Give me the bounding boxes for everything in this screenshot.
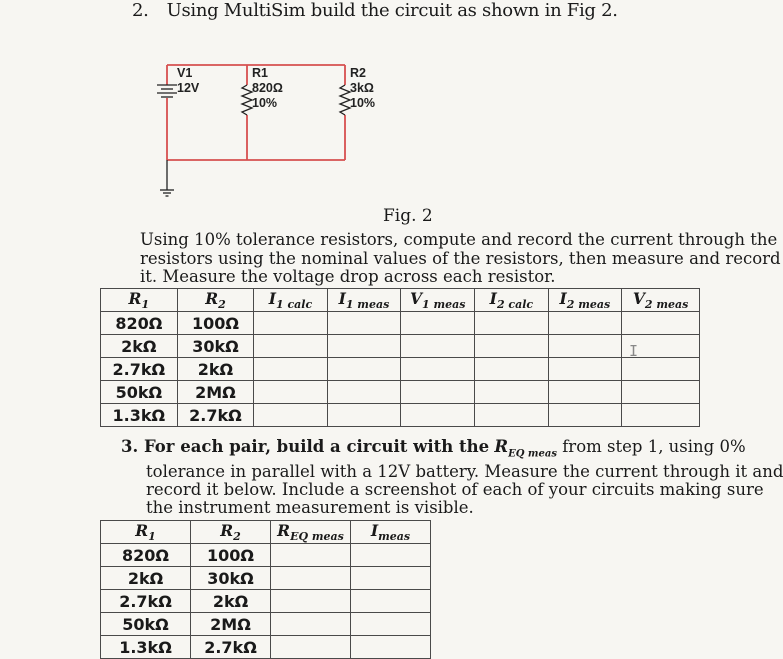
empty-cell[interactable] [548,358,622,381]
step-3-suffix: from step 1, using 0% [562,437,746,456]
empty-cell[interactable] [327,358,401,381]
r2-name-label: R2 [350,66,366,80]
table-row [101,636,431,659]
cell-r1: 2.7kΩ [101,358,178,381]
empty-cell[interactable] [271,636,351,659]
table-row [101,358,700,381]
empty-cell[interactable] [327,404,401,427]
cell-r2: 100Ω [191,544,271,567]
v1-name-label: V1 [177,66,193,80]
empty-cell[interactable] [475,358,548,381]
empty-cell[interactable] [254,404,327,427]
cell-r1: 1.3kΩ [101,636,191,659]
r1-tolerance-label: 10% [252,96,278,110]
cell-r1: 2kΩ [101,567,191,590]
header-v2-meas: $V_{2 meas}$ [622,289,700,312]
instructions-line: it. Measure the voltage drop across each resistor. [140,267,556,286]
cell-r2: 2kΩ [191,590,271,613]
step-3-prefix: 3. For each pair, build a circuit with the [121,437,490,456]
empty-cell[interactable] [351,544,431,567]
empty-cell[interactable] [271,613,351,636]
r1-name-label: R1 [252,66,268,80]
empty-cell[interactable] [548,404,622,427]
empty-cell[interactable] [254,335,327,358]
cell-r2: 2MΩ [191,613,271,636]
battery-symbol [157,85,177,97]
cell-r2: 2MΩ [177,381,254,404]
header-r1: $R_1$ [101,521,191,544]
table-row [101,613,431,636]
step-2-number: 2. [132,0,149,21]
empty-cell[interactable] [401,335,475,358]
header-i2-meas: $I_{2 meas}$ [548,289,622,312]
cell-r2: 30kΩ [177,335,254,358]
measurement-table-1 [100,288,700,427]
empty-cell[interactable] [401,312,475,335]
empty-cell[interactable] [327,335,401,358]
table-row [101,567,431,590]
v1-value-label: 12V [177,81,200,95]
empty-cell[interactable] [271,590,351,613]
header-req-meas: $R_{EQ meas}$ [271,521,351,544]
step-3-paragraph [121,437,783,518]
step-3-line: tolerance in parallel with a 12V battery. Measure the current through it and [146,462,783,482]
step-2-heading [132,0,618,21]
cell-r2: 30kΩ [191,567,271,590]
empty-cell[interactable] [475,312,548,335]
text-cursor-icon: I [629,342,639,360]
cell-r2: 2.7kΩ [191,636,271,659]
cell-r1: 820Ω [101,312,178,335]
table-row [101,381,700,404]
table-row [101,404,700,427]
step-3-line-1 [121,437,746,463]
table-row [101,544,431,567]
ground-symbol [160,160,174,196]
empty-cell[interactable] [327,312,401,335]
measurement-table-2 [100,520,431,659]
empty-cell[interactable] [351,567,431,590]
figure-caption: Fig. 2 [383,206,433,226]
header-r1: $R_1$ [101,289,178,312]
empty-cell[interactable] [254,358,327,381]
empty-cell[interactable] [548,335,622,358]
cell-r1: 820Ω [101,544,191,567]
circuit-schematic [140,40,390,215]
step-3-line: record it below. Include a screenshot of each of your circuits making sure [146,480,764,500]
empty-cell[interactable] [548,381,622,404]
table-1-header-row [101,289,700,312]
instructions-paragraph [140,230,781,287]
empty-cell[interactable] [351,613,431,636]
empty-cell[interactable] [254,312,327,335]
r1-value-label: 820Ω [252,81,283,95]
r2-value-label: 3kΩ [350,81,374,95]
cell-r1: 50kΩ [101,381,178,404]
req-meas-symbol: $R_{EQ meas}$ [494,437,557,460]
instructions-line: Using 10% tolerance resistors, compute and record the current through the [140,230,778,249]
step-2-text: Using MultiSim build the circuit as shown in Fig 2. [166,0,618,21]
header-v1-meas: $V_{1 meas}$ [401,289,475,312]
table-row [101,590,431,613]
empty-cell[interactable] [271,567,351,590]
r1-resistor-symbol [242,85,252,115]
empty-cell[interactable] [401,358,475,381]
empty-cell[interactable] [622,404,700,427]
cell-r1: 2.7kΩ [101,590,191,613]
empty-cell[interactable] [475,404,548,427]
empty-cell[interactable] [401,404,475,427]
empty-cell[interactable] [622,381,700,404]
cell-r2: 2kΩ [177,358,254,381]
table-2-header-row [101,521,431,544]
table-row [101,312,700,335]
cell-r1: 1.3kΩ [101,404,178,427]
cell-r1: 50kΩ [101,613,191,636]
cell-r1: 2kΩ [101,335,178,358]
empty-cell[interactable] [271,544,351,567]
empty-cell[interactable] [254,381,327,404]
empty-cell[interactable] [475,335,548,358]
step-3-line: the instrument measurement is visible. [146,498,474,518]
empty-cell[interactable] [327,381,401,404]
empty-cell[interactable] [622,358,700,381]
empty-cell[interactable] [548,312,622,335]
empty-cell[interactable] [475,381,548,404]
header-i2-calc: $I_{2 calc}$ [475,289,548,312]
header-i1-calc: $I_{1 calc}$ [254,289,327,312]
empty-cell[interactable] [622,312,700,335]
empty-cell[interactable] [351,636,431,659]
cell-r2: 2.7kΩ [177,404,254,427]
r2-resistor-symbol [340,85,350,115]
header-i1-meas: $I_{1 meas}$ [327,289,401,312]
header-i-meas: $I_{meas}$ [351,521,431,544]
cell-r2: 100Ω [177,312,254,335]
header-r2: $R_2$ [191,521,271,544]
header-r2: $R_2$ [177,289,254,312]
table-row [101,335,700,358]
empty-cell[interactable] [401,381,475,404]
empty-cell[interactable] [351,590,431,613]
r2-tolerance-label: 10% [350,96,376,110]
instructions-line: resistors using the nominal values of the resistors, then measure and record [140,248,781,268]
